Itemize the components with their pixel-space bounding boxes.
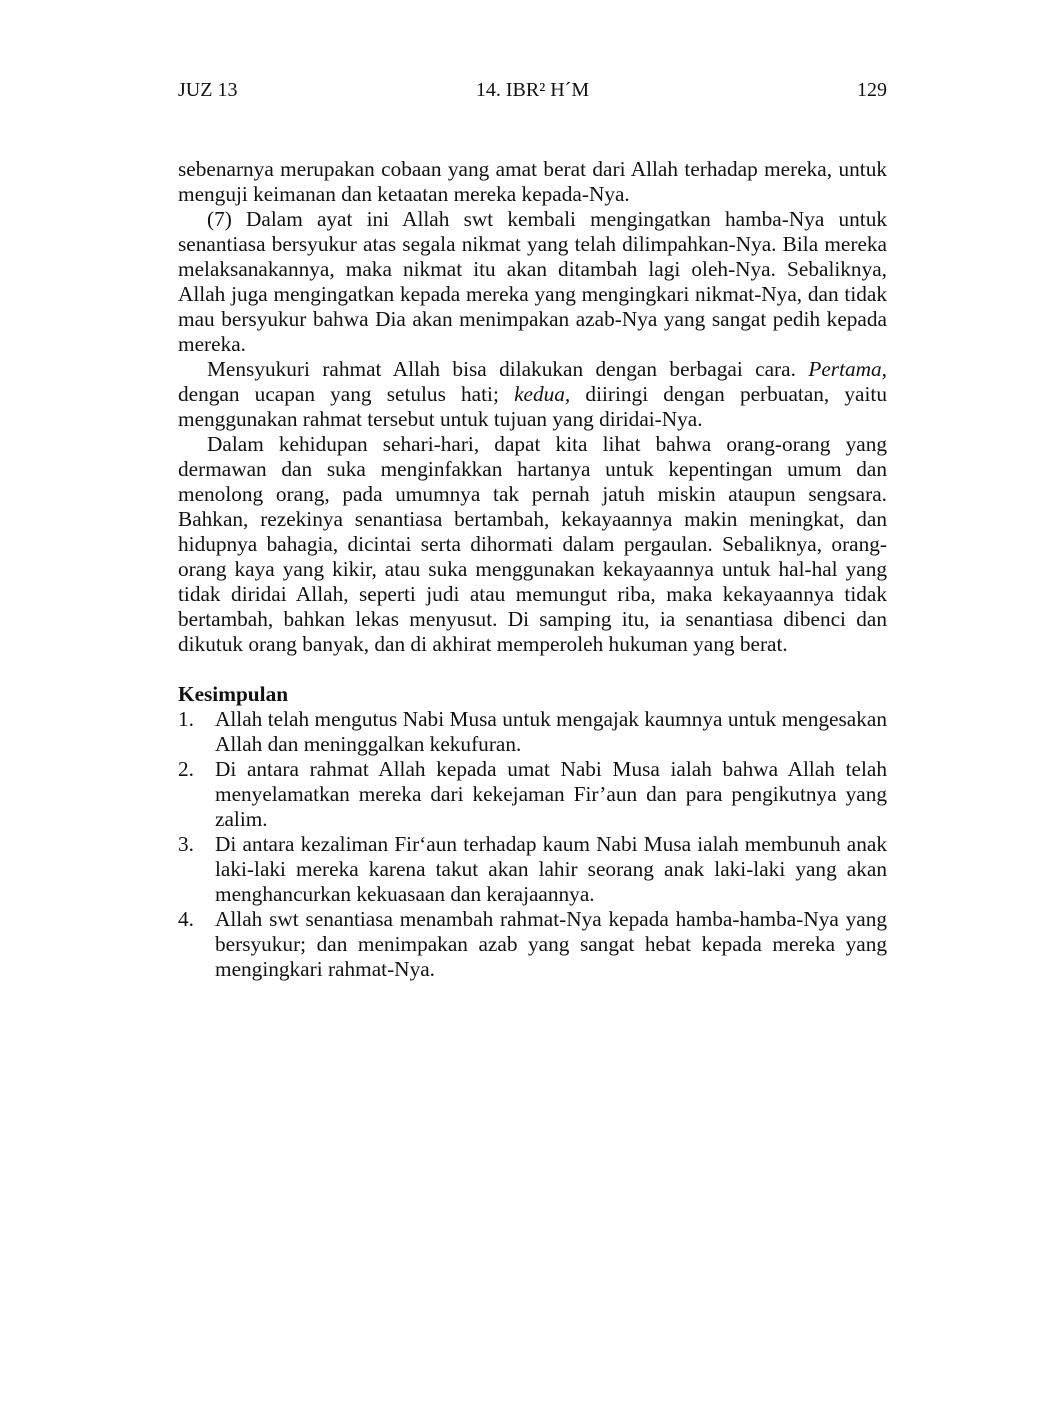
- text-run: dengan ucapan yang setulus hati;: [178, 382, 515, 406]
- main-text: [178, 157, 887, 982]
- juz-label: JUZ 13: [178, 79, 238, 101]
- list-item: [178, 707, 887, 757]
- italic-pertama: Pertama,: [808, 357, 887, 381]
- list-number: 1.: [178, 707, 194, 731]
- list-number: 2.: [178, 757, 194, 781]
- paragraph-daily-life: Dalam kehidupan sehari-hari, dapat kita lihat bahwa orang-orang yang dermawan dan suka menginfakkan hartanya untuk kepentingan umum dan menolong orang, pada umumnya tak pernah jatuh miskin ataupun sengsara. Bahkan, rezekinya senantiasa bertambah, kekayaannya makin meningkat, dan hidupnya bahagia, dicintai serta dihormati dalam pergaulan. Sebaliknya, orang-orang kaya yang kikir, atau suka menggunakan kekayaannya untuk hal-hal yang tidak diridai Allah, seperti judi atau memungut riba, maka kekayaannya tidak bertambah, bahkan lekas menyusut. Di samping itu, ia senantiasa dibenci dan dikutuk orang banyak, dan di akhirat memperoleh hukuman yang berat.: [178, 432, 887, 656]
- paragraph-gratitude-ways: [178, 357, 887, 432]
- list-number: 3.: [178, 832, 194, 856]
- list-item: [178, 832, 887, 907]
- page-number: 129: [857, 79, 887, 101]
- list-text: Allah telah mengutus Nabi Musa untuk mengajak kaumnya untuk mengesakan Allah dan meninggalkan kekufuran.: [215, 707, 887, 756]
- list-text: Allah swt senantiasa menambah rahmat-Nya kepada hamba-hamba-Nya yang bersyukur; dan menimpakan azab yang sangat hebat kepada mereka yang mengingkari rahmat-Nya.: [215, 907, 887, 981]
- conclusion-list: [178, 707, 887, 982]
- list-item: [178, 757, 887, 832]
- list-text: Di antara kezaliman Fir‘aun terhadap kaum Nabi Musa ialah membunuh anak laki-laki mereka karena takut akan lahir seorang anak laki-laki yang akan menghancurkan kekuasaan dan kerajaannya.: [215, 832, 887, 906]
- paragraph-continuation: sebenarnya merupakan cobaan yang amat berat dari Allah terhadap mereka, untuk menguji keimanan dan ketaatan mereka kepada-Nya.: [178, 157, 887, 206]
- list-number: 4.: [178, 907, 194, 931]
- italic-kedua: kedua,: [514, 382, 571, 406]
- conclusion-heading: Kesimpulan: [178, 682, 289, 706]
- paragraph-verse-7: (7) Dalam ayat ini Allah swt kembali mengingatkan hamba-Nya untuk senantiasa bersyukur atas segala nikmat yang telah dilimpahkan-Nya. Bila mereka melaksanakannya, maka nikmat itu akan ditambah lagi oleh-Nya. Sebaliknya, Allah juga mengingatkan kepada mereka yang mengingkari nikmat-Nya, dan tidak mau bersyukur bahwa Dia akan menimpakan azab-Nya yang sangat pedih kepada mereka.: [178, 207, 887, 356]
- list-text: Di antara rahmat Allah kepada umat Nabi Musa ialah bahwa Allah telah menyelamatkan mereka dari kekejaman Fir’aun dan para pengikutnya yang zalim.: [215, 757, 887, 831]
- chapter-title: 14. IBR² H´M: [475, 79, 590, 101]
- running-header: [178, 76, 887, 104]
- text-run: Mensyukuri rahmat Allah bisa dilakukan dengan berbagai cara.: [207, 357, 809, 381]
- text-run: diiringi dengan perbuatan, yaitu menggunakan rahmat tersebut untuk tujuan yang diridai-Nya.: [178, 382, 887, 431]
- list-item: [178, 907, 887, 982]
